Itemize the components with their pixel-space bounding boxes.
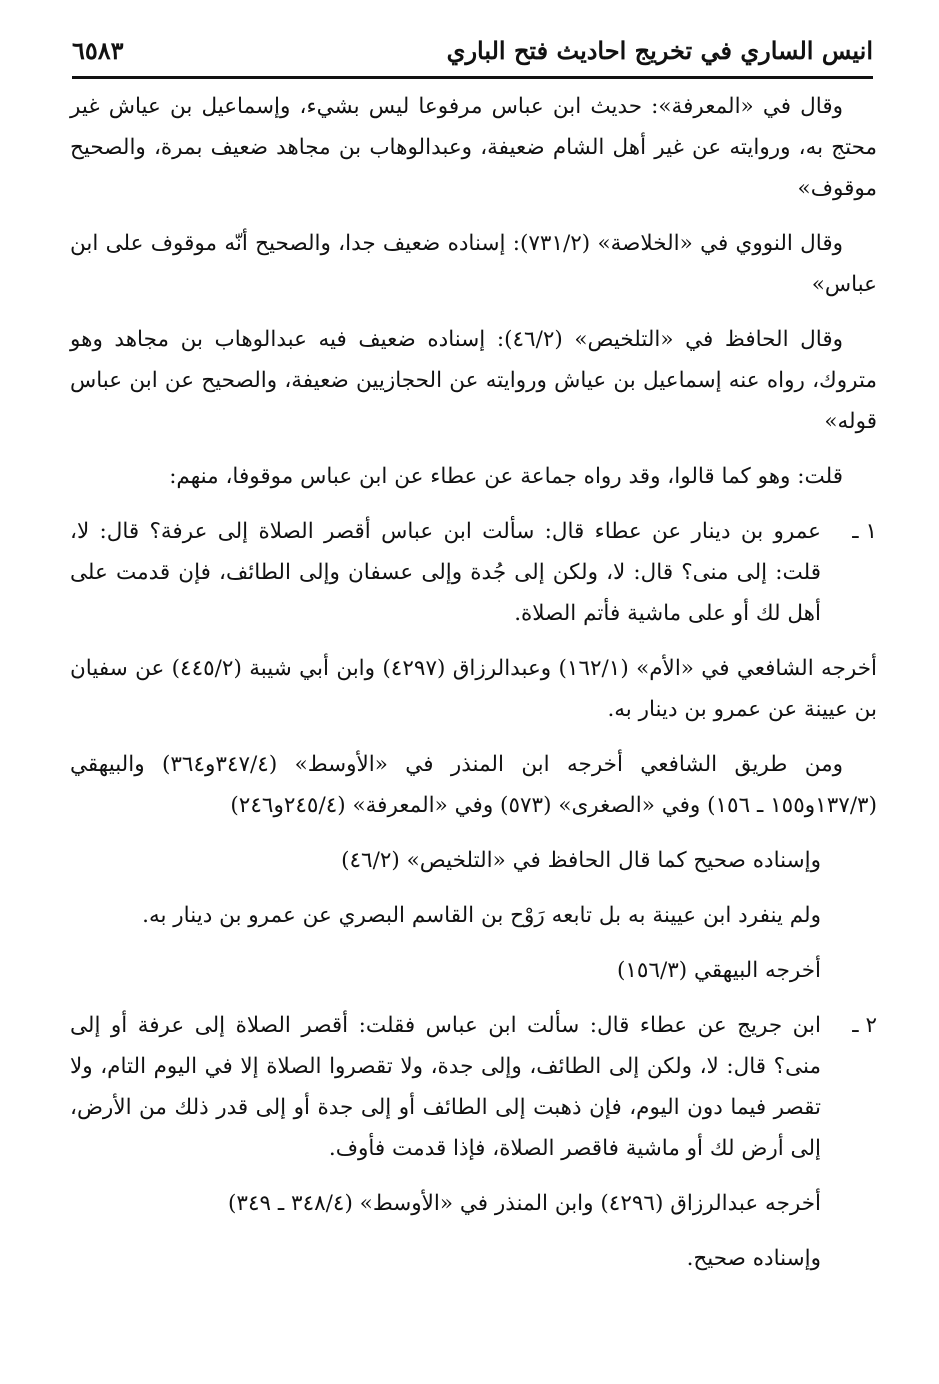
paragraph-qultu: قلت: وهو كما قالوا، وقد رواه جماعة عن عطاء عن ابن عباس موقوفا، منهم:: [169, 464, 843, 489]
paragraph-bayhaqi: أخرجه البيهقي (١٥٦/٣): [616, 958, 821, 983]
list-item-text: ابن جريج عن عطاء قال: سألت ابن عباس فقلت: أقصر الصلاة إلى عرفة أو إلى منى؟ قال: لا، ولكن إلى الطائف، وإلى جدة، ولا تقصروا الصلاة إلا في اليوم التام، ولا تقصر فيما دون اليوم، فإن ذهبت إلى الطائف أو إلى جدة أو إلى قدر ذلك من الأرض، إلى أرض لك أو ماشية فاقصر الصلاة، فإذا قدمت فأوف.: [70, 1013, 821, 1161]
paragraph-nawawi-quote: وقال النووي في «الخلاصة» (٧٣١/٢): إسناده ضعيف جدا، والصحيح أنّه موقوف على ابن عباس»: [70, 231, 877, 297]
paragraph-takhrij-2: ومن طريق الشافعي أخرجه ابن المنذر في «الأوسط» (٣٤٧/٤و٣٦٤) والبيهقي (١٣٧/٣و١٥٥ ـ ١٥٦) وفي «الصغرى» (٥٧٣) وفي «المعرفة» (٢٤٥/٤و٢٤٦): [70, 752, 877, 818]
page-body: [70, 86, 877, 1293]
paragraph-mutaba: ولم ينفرد ابن عيينة به بل تابعه رَوْح بن القاسم البصري عن عمرو بن دينار به.: [142, 903, 821, 928]
page-number: ٦٥٨٣: [72, 36, 124, 65]
paragraph-hafiz-quote: وقال الحافظ في «التلخيص» (٤٦/٢): إسناده ضعيف فيه عبدالوهاب بن مجاهد وهو متروك، رواه عنه إسماعيل بن عياش وروايته عن الحجازيين ضعيفة، والصحيح عن ابن عباس قوله»: [70, 327, 877, 434]
paragraph-takhrij-3: أخرجه عبدالرزاق (٤٢٩٦) وابن المنذر في «الأوسط» (٣٤٨/٤ ـ ٣٤٩): [228, 1191, 821, 1216]
running-header: [72, 22, 873, 79]
list-item-number: ٢ ـ: [852, 1013, 877, 1038]
list-item-number: ١ ـ: [852, 519, 877, 544]
list-item-1: [70, 511, 877, 634]
list-item-2: [70, 1005, 877, 1169]
list-item-text: عمرو بن دينار عن عطاء قال: سألت ابن عباس أقصر الصلاة إلى عرفة؟ قال: لا، قلت: إلى منى؟ قال: لا، ولكن إلى جُدة وإلى عسفان وإلى الطائف، فإن قدمت على أهل لك أو على ماشية فأتم الصلاة.: [70, 519, 821, 626]
paragraph-isnad-2: وإسناده صحيح.: [686, 1246, 821, 1271]
book-title: انيس الساري في تخريج احاديث فتح الباري: [446, 36, 873, 65]
paragraph-takhrij-1: أخرجه الشافعي في «الأم» (١٦٢/١) وعبدالرزاق (٤٢٩٧) وابن أبي شيبة (٤٤٥/٢) عن سفيان بن عيينة عن عمرو بن دينار به.: [70, 656, 877, 722]
paragraph-isnad-1: وإسناده صحيح كما قال الحافظ في «التلخيص» (٤٦/٢): [341, 848, 821, 873]
paragraph-marifa-quote: وقال في «المعرفة»: حديث ابن عباس مرفوعا ليس بشيء، وإسماعيل بن عياش غير محتج به، وروايته عن غير أهل الشام ضعيفة، وعبدالوهاب بن مجاهد ضعيف بمرة، والصحيح موقوف»: [70, 94, 877, 201]
